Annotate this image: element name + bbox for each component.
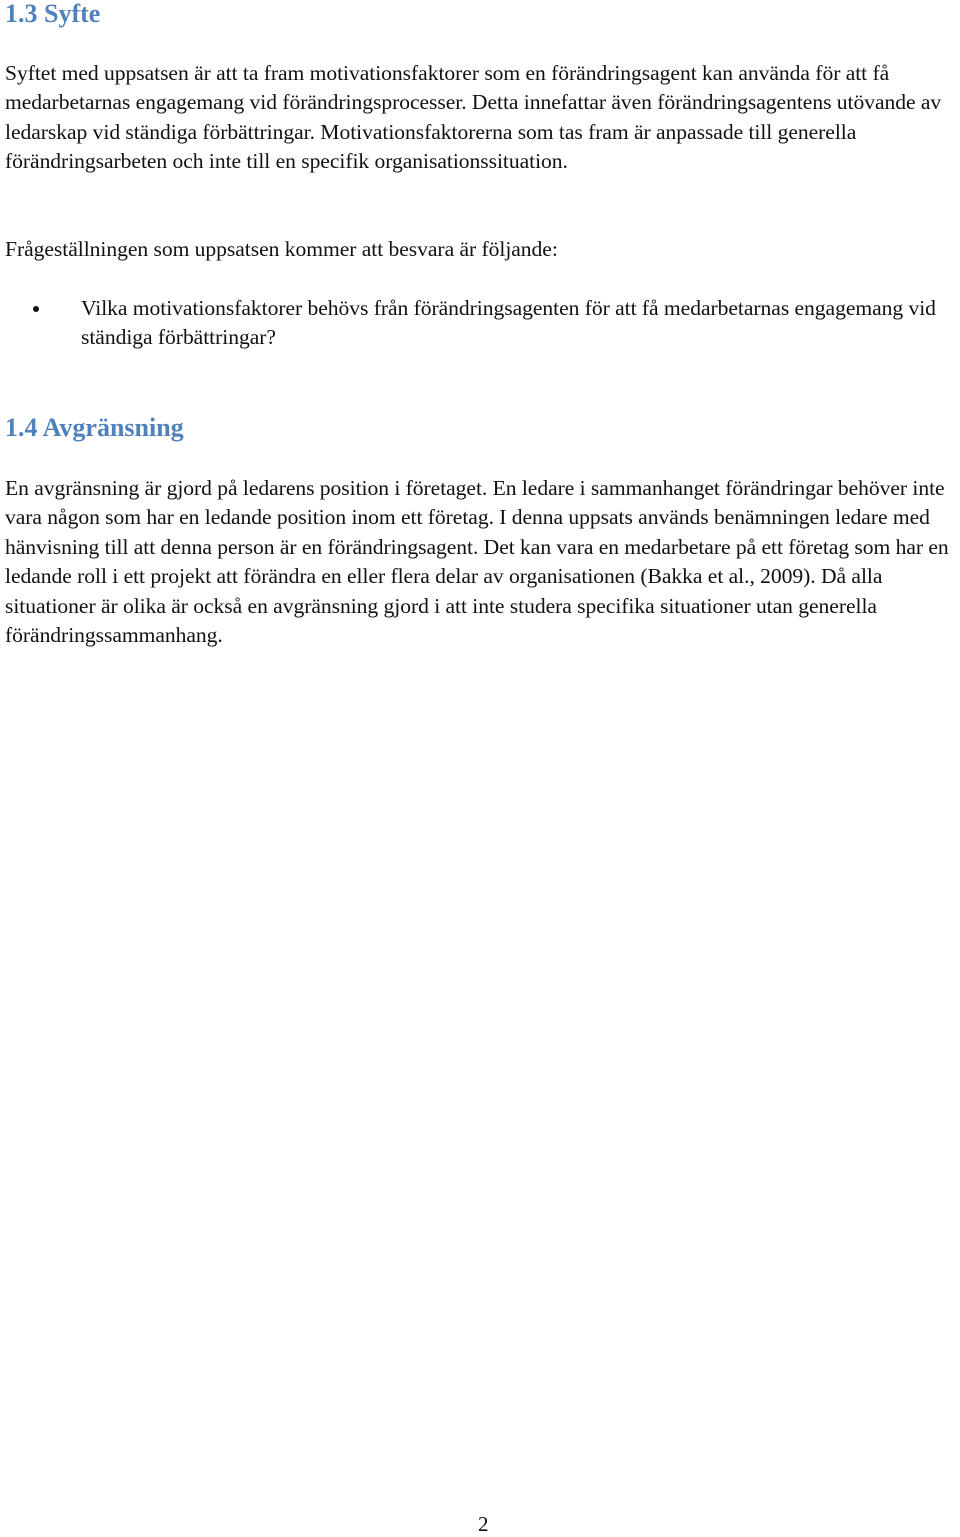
question-text: Vilka motivationsfaktorer behövs från förändringsagenten för att få medarbetarnas engagemang vid ständiga förbättringar?: [81, 296, 936, 350]
syfte-paragraph: Syftet med uppsatsen är att ta fram motivationsfaktorer som en förändringsagent kan använda för att få medarbetarnas engagemang vid förändringsprocesser. Detta innefattar även förändringsagentens utövande av ledarskap vid ständiga förbättringar. Motivationsfaktorerna som tas fram är anpassade till generella förändringsarbeten och inte till en specifik organisationssituation.: [5, 61, 942, 174]
question-list: [5, 294, 957, 353]
list-item: [5, 294, 957, 353]
avgransning-paragraph: En avgränsning är gjord på ledarens position i företaget. En ledare i sammanhanget förändringar behöver inte vara någon som har en ledande position inom ett företag. I denna uppsats används benämningen ledare med hänvisning till att denna person är en förändringsagent. Det kan vara en medarbetare på ett företag som har en ledande roll i ett projekt att förändra en eller flera delar av organisationen (Bakka et al., 2009). Då alla situationer är olika är också en avgränsning gjord i att inte studera specifika situationer utan generella förändringssammanhang.: [5, 476, 949, 648]
question-intro-paragraph: Frågeställningen som uppsatsen kommer att besvara är följande:: [5, 237, 558, 261]
section-heading-avgransning: 1.4 Avgränsning: [5, 413, 184, 442]
page-number: 2: [478, 1512, 489, 1536]
bullet-icon: [33, 306, 39, 312]
section-heading-syfte: 1.3 Syfte: [5, 0, 101, 28]
